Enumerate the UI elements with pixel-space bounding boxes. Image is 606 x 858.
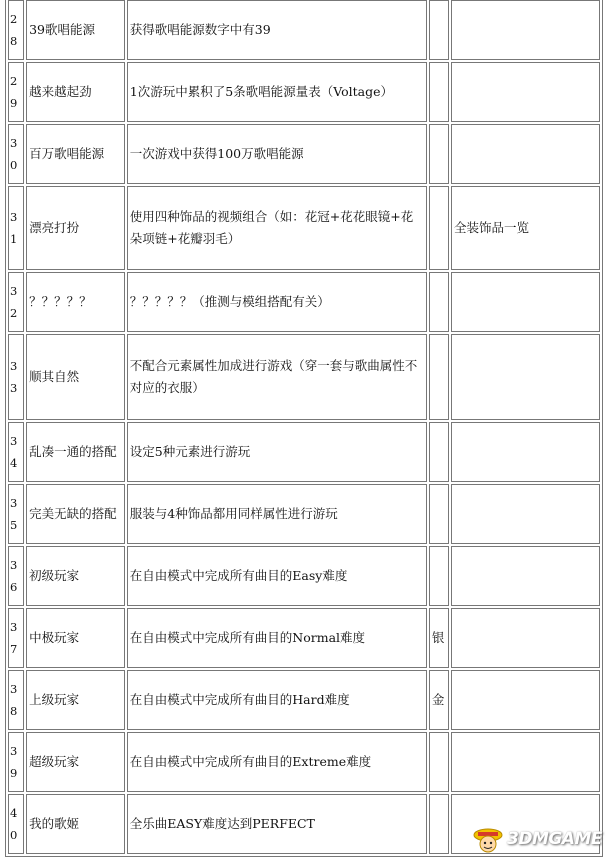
trophy-name: 中极玩家 — [26, 608, 125, 668]
trophy-condition: 使用四种饰品的视频组合（如：花冠+花花眼镜+花朵项链+花瓣羽毛） — [127, 186, 427, 270]
trophy-note — [451, 546, 600, 606]
trophy-note — [451, 272, 600, 332]
trophy-condition: 全乐曲EASY难度达到PERFECT — [127, 794, 427, 854]
trophy-grade — [429, 334, 449, 420]
trophy-condition: 服装与4种饰品都用同样属性进行游玩 — [127, 484, 427, 544]
trophy-name: 漂亮打扮 — [26, 186, 125, 270]
trophy-condition: ？？？？？（推测与模组搭配有关） — [127, 272, 427, 332]
trophy-grade — [429, 0, 449, 60]
trophy-grade — [429, 732, 449, 792]
trophy-grade: 金 — [429, 670, 449, 730]
table-row — [8, 670, 600, 730]
trophy-grade — [429, 484, 449, 544]
trophy-name: 初级玩家 — [26, 546, 125, 606]
trophy-condition: 设定5种元素进行游玩 — [127, 422, 427, 482]
trophy-name: 完美无缺的搭配 — [26, 484, 125, 544]
table-row — [8, 62, 600, 122]
trophy-name: 我的歌姬 — [26, 794, 125, 854]
trophy-note — [451, 608, 600, 668]
table-row — [8, 608, 600, 668]
trophy-condition: 获得歌唱能源数字中有39 — [127, 0, 427, 60]
table-row — [8, 124, 600, 184]
table-row — [8, 272, 600, 332]
table-row — [8, 484, 600, 544]
pirate-mascot-icon — [471, 822, 505, 856]
trophy-condition: 在自由模式中完成所有曲目的Extreme难度 — [127, 732, 427, 792]
trophy-note — [451, 124, 600, 184]
trophy-number: 36 — [8, 546, 24, 606]
trophy-note — [451, 670, 600, 730]
trophy-name: 39歌唱能源 — [26, 0, 125, 60]
watermark-text: 3DMGAME — [507, 829, 602, 849]
trophy-number: 40 — [8, 794, 24, 854]
trophy-grade — [429, 422, 449, 482]
trophy-condition: 在自由模式中完成所有曲目的Hard难度 — [127, 670, 427, 730]
watermark — [471, 822, 602, 856]
trophy-grade — [429, 62, 449, 122]
trophy-note — [451, 62, 600, 122]
trophy-name: 百万歌唱能源 — [26, 124, 125, 184]
trophy-number: 34 — [8, 422, 24, 482]
trophy-number: 37 — [8, 608, 24, 668]
trophy-number: 35 — [8, 484, 24, 544]
trophy-note — [451, 0, 600, 60]
trophy-grade — [429, 124, 449, 184]
trophy-note — [451, 484, 600, 544]
table-row — [8, 0, 600, 60]
table-row — [8, 186, 600, 270]
trophy-grade — [429, 186, 449, 270]
trophy-number: 28 — [8, 0, 24, 60]
trophy-condition: 1次游玩中累积了5条歌唱能源量表（Voltage） — [127, 62, 427, 122]
table-row — [8, 422, 600, 482]
trophy-note — [451, 334, 600, 420]
trophy-number: 39 — [8, 732, 24, 792]
trophy-name: 越来越起劲 — [26, 62, 125, 122]
trophy-number: 38 — [8, 670, 24, 730]
trophy-name: 顺其自然 — [26, 334, 125, 420]
trophy-name: ？？？？？ — [26, 272, 125, 332]
table-row — [8, 732, 600, 792]
trophy-number: 32 — [8, 272, 24, 332]
trophy-condition: 一次游戏中获得100万歌唱能源 — [127, 124, 427, 184]
trophy-number: 30 — [8, 124, 24, 184]
trophy-note: 全装饰品一览 — [451, 186, 600, 270]
trophy-grade: 银 — [429, 608, 449, 668]
trophy-number: 33 — [8, 334, 24, 420]
trophy-number: 31 — [8, 186, 24, 270]
trophy-grade — [429, 546, 449, 606]
table-row — [8, 546, 600, 606]
table-row — [8, 334, 600, 420]
trophy-condition: 在自由模式中完成所有曲目的Easy难度 — [127, 546, 427, 606]
trophy-condition: 在自由模式中完成所有曲目的Normal难度 — [127, 608, 427, 668]
trophy-table-container — [5, 0, 603, 857]
trophy-table — [5, 0, 603, 857]
trophy-name: 超级玩家 — [26, 732, 125, 792]
trophy-note — [451, 732, 600, 792]
trophy-number: 29 — [8, 62, 24, 122]
trophy-grade — [429, 272, 449, 332]
trophy-note — [451, 422, 600, 482]
trophy-condition: 不配合元素属性加成进行游戏（穿一套与歌曲属性不对应的衣服） — [127, 334, 427, 420]
trophy-name: 乱凑一通的搭配 — [26, 422, 125, 482]
trophy-grade — [429, 794, 449, 854]
trophy-name: 上级玩家 — [26, 670, 125, 730]
